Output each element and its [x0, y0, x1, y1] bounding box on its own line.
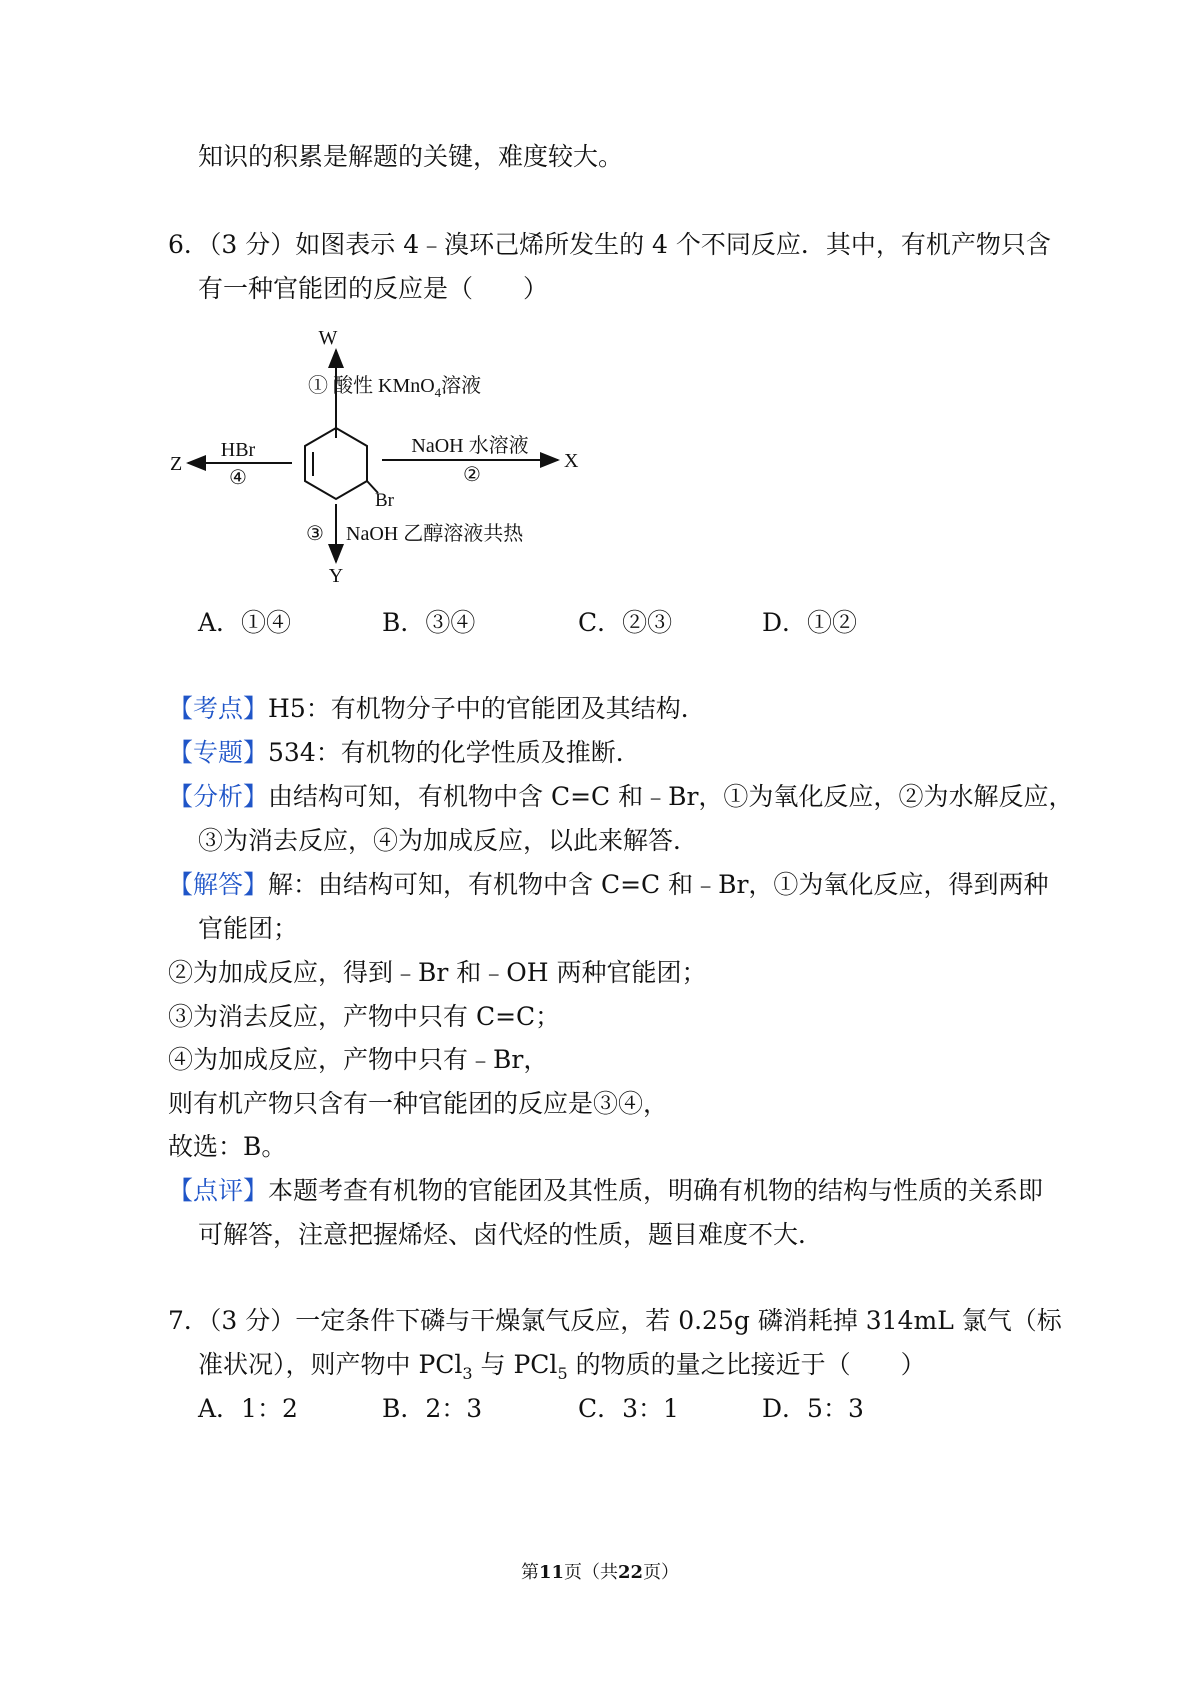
jieda-text-1: 解：由结构可知，有机物中含 C=C 和﹣Br，①为氧化反应，得到两种	[268, 870, 1049, 899]
prev-answer-tail: 知识的积累是解题的关键，难度较大。	[198, 142, 624, 171]
reagent-hbr: HBr	[220, 439, 256, 461]
dianping-text-1: 本题考查有机物的官能团及其性质，明确有机物的结构与性质的关系即	[268, 1176, 1044, 1205]
zhuanti-row	[168, 736, 641, 770]
dianping-tag: 【点评】	[168, 1176, 269, 1205]
zhuanti-text: 534：有机物的化学性质及推断．	[268, 738, 641, 767]
total-page-number: 22	[618, 1562, 644, 1583]
jieda-text-6: 则有机产物只含有一种官能团的反应是③④，	[168, 1089, 669, 1118]
q7-stem-line1: 7．（3 分）一定条件下磷与干燥氯气反应，若 0.25g 磷消耗掉 314mL 氯气（标	[168, 1306, 1062, 1335]
reaction-1-label: ① 酸性 KMnO$_4$溶液	[308, 375, 482, 400]
product-x-label: X	[564, 450, 579, 472]
page-footer: 第11页（共22页）	[520, 1562, 680, 1583]
product-w-label: W	[318, 327, 338, 349]
reaction-2-label: ②	[463, 464, 481, 486]
q6-option-d[interactable]: D．①②	[762, 608, 858, 637]
jieda-text-4: ③为消去反应，产物中只有 C=C；	[168, 1002, 561, 1031]
jieda-row	[168, 868, 1048, 902]
q6-stem-line2: 有一种官能团的反应是（ ）	[198, 274, 549, 303]
q7-stem-line2: 准状况），则产物中 PCl$_3$ 与 PCl$_5$ 的物质的量之比接近于（ ）	[198, 1350, 926, 1383]
product-z-label: Z	[170, 453, 183, 475]
reaction-diagram	[160, 318, 630, 598]
reaction-3-label: ③	[306, 523, 324, 545]
q6-stem-line1: 6．（3 分）如图表示 4﹣溴环己烯所发生的 4 个不同反应．其中，有机产物只含	[168, 230, 1051, 259]
jieda-text-2: 官能团；	[198, 914, 299, 943]
kaodian-text: H5：有机物分子中的官能团及其结构．	[268, 694, 706, 723]
q6-option-c[interactable]: C．②③	[578, 608, 673, 637]
current-page-number: 11	[538, 1562, 564, 1583]
fenxi-tag: 【分析】	[168, 782, 269, 811]
zhuanti-tag: 【专题】	[168, 738, 269, 767]
fenxi-text-2: ③为消去反应，④为加成反应，以此来解答．	[198, 826, 699, 855]
kaodian-tag: 【考点】	[168, 694, 269, 723]
q7-option-a[interactable]: A．1：2	[198, 1394, 298, 1423]
q7-option-d[interactable]: D．5：3	[762, 1394, 864, 1423]
q6-option-b[interactable]: B．③④	[382, 608, 476, 637]
fenxi-text-1: 由结构可知，有机物中含 C=C 和﹣Br，①为氧化反应，②为水解反应，	[268, 782, 1074, 811]
jieda-tag: 【解答】	[168, 870, 269, 899]
reaction-4-label: ④	[229, 467, 247, 489]
dianping-text-2: 可解答，注意把握烯烃、卤代烃的性质，题目难度不大．	[198, 1220, 824, 1249]
reagent-naoh-ethanol: NaOH 乙醇溶液共热	[346, 523, 524, 545]
q7-option-c[interactable]: C．3：1	[578, 1394, 679, 1423]
cyclohexene-ring	[305, 428, 367, 499]
jieda-text-3: ②为加成反应，得到﹣Br 和﹣OH 两种官能团；	[168, 958, 707, 987]
jieda-text-7: 故选：B。	[168, 1132, 287, 1161]
product-y-label: Y	[328, 565, 344, 587]
reagent-naoh-aq: NaOH 水溶液	[411, 435, 529, 457]
dianping-row	[168, 1174, 1043, 1208]
q6-option-a[interactable]: A．①④	[198, 608, 292, 637]
jieda-text-5: ④为加成反应，产物中只有﹣Br，	[168, 1045, 549, 1074]
fenxi-row	[168, 780, 1073, 814]
bromine-label: Br	[375, 490, 394, 511]
kaodian-row	[168, 692, 706, 726]
q7-option-b[interactable]: B．2：3	[382, 1394, 483, 1423]
